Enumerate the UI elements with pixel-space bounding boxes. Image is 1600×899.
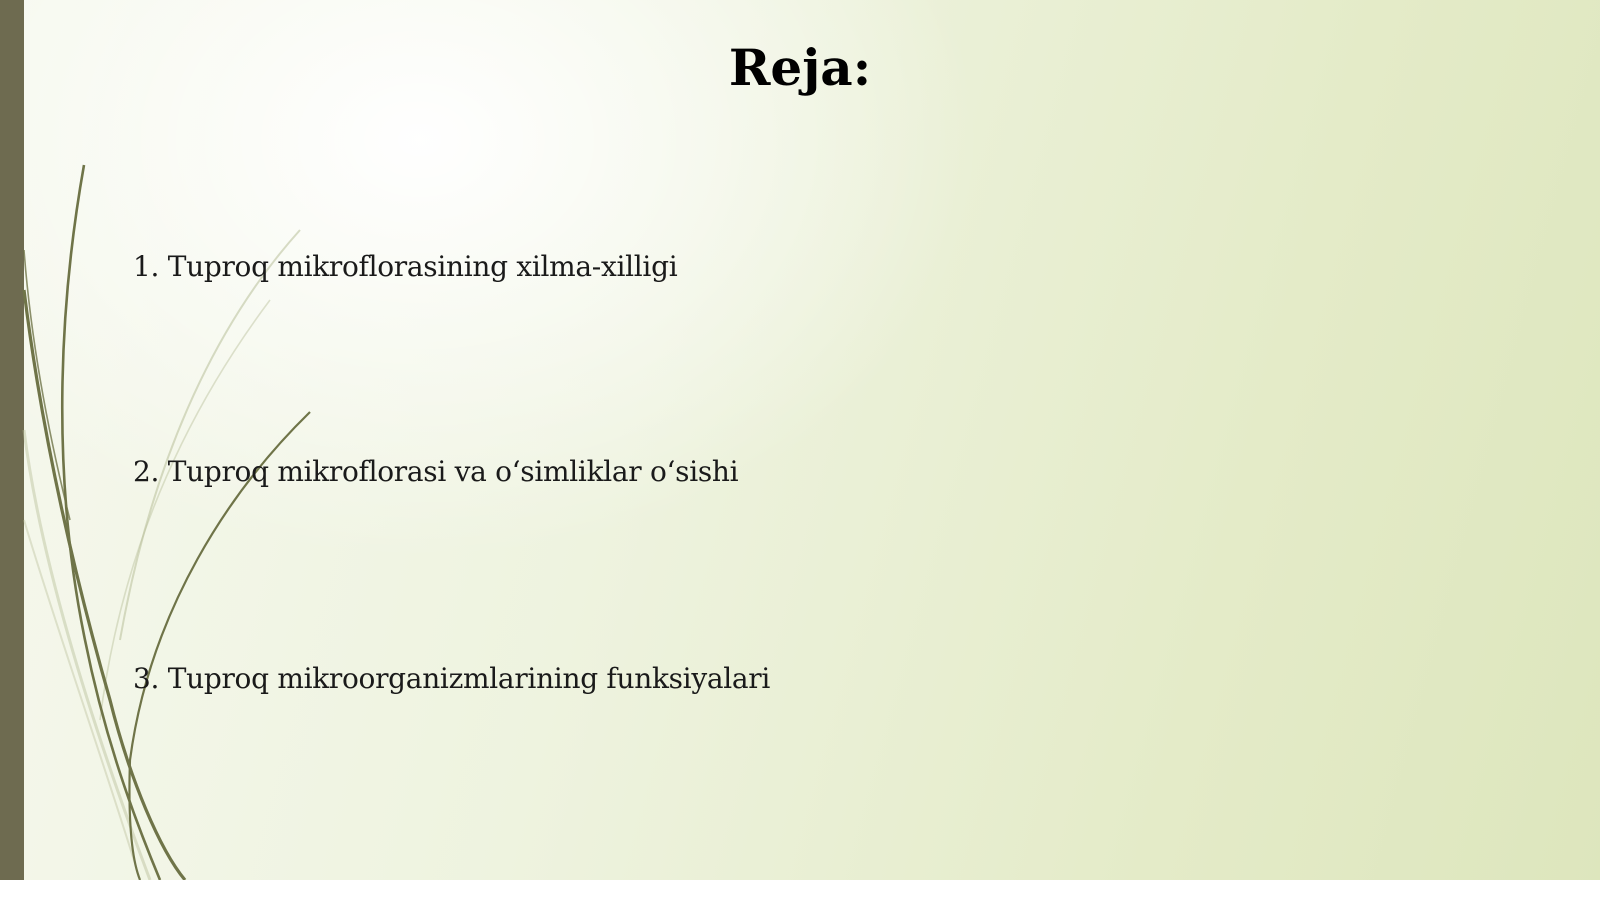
slide-title: Reja:	[728, 38, 872, 97]
plan-item-1: 1. Tuproq mikroflorasining xilma-xilligi	[133, 250, 678, 283]
plan-list	[133, 0, 1233, 899]
plan-item-2: 2. Tuproq mikroflorasi va o‘simliklar o‘sishi	[133, 455, 739, 488]
bottom-edge	[0, 880, 1600, 899]
left-accent-bar	[0, 0, 24, 899]
plan-item-3: 3. Tuproq mikroorganizmlarining funksiyalari	[133, 662, 771, 695]
